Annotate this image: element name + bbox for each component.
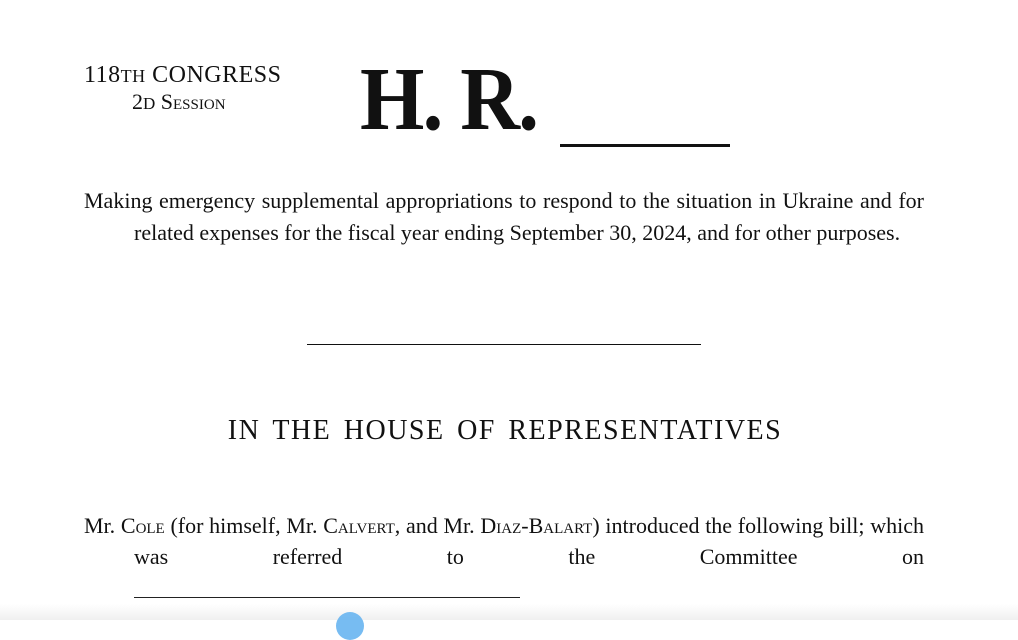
divider-rule [307,344,701,345]
floating-button-icon[interactable] [336,612,364,640]
chamber-heading: IN THE HOUSE OF REPRESENTATIVES [227,415,783,446]
intro-text-4: ) introduced the following bill; which was referred to the Committee on [134,513,924,569]
introduction-text [84,510,924,572]
congress-word: CONGRESS [152,62,282,88]
sponsor-name: Cole [120,513,165,538]
bill-title: H. R. [360,50,538,149]
intro-mr-1: Mr. [84,513,121,538]
intro-text-3: , and Mr. [394,513,481,538]
intro-text-2: (for himself, Mr. [164,513,324,538]
congress-number: 118 [84,62,121,88]
congress-suffix: TH [120,66,146,86]
session-number: 2 [132,89,143,114]
bill-title-text [84,185,924,248]
cosponsor-name-2: Diaz-Balart [480,513,593,538]
congress-session-block [84,60,324,119]
bottom-fade [0,604,1018,620]
session-line [84,87,324,119]
title-paragraph: Making emergency supplemental appropriations to respond to the situation in Ukraine and for related expenses for the fiscal year ending September 30, 2024, and for other purposes. [84,188,924,245]
session-suffix: D [143,94,156,113]
committee-name-blank [134,597,520,598]
bill-number-blank [560,144,730,147]
session-word: Session [160,89,226,114]
cosponsor-name-1: Calvert [323,513,395,538]
introduction-paragraph [84,510,924,572]
